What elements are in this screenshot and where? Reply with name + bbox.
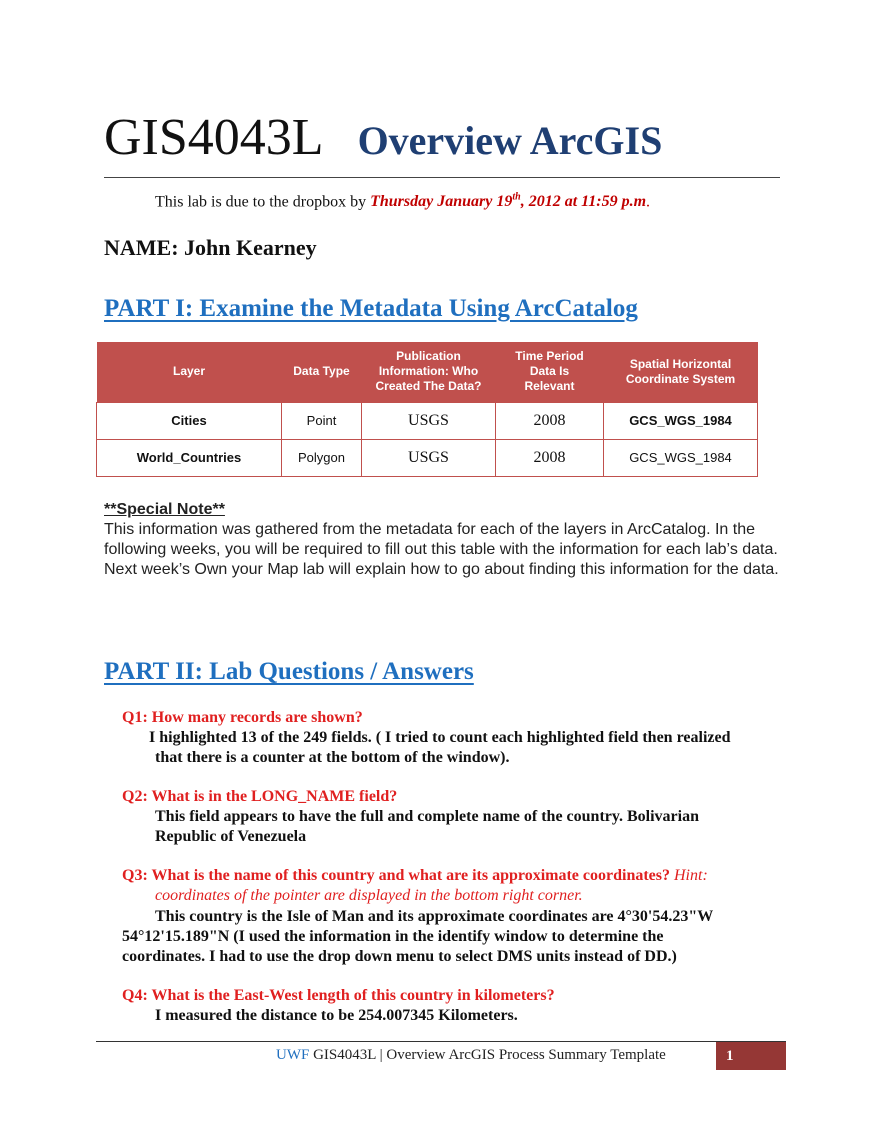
footer	[276, 1047, 666, 1064]
due-date	[370, 193, 646, 210]
table-cell-coordinate-system: GCS_WGS_1984	[604, 439, 758, 476]
question-4: Q4: What is the East-West length of this country in kilometers?	[122, 987, 555, 1004]
answer-1-line-1: I highlighted 13 of the 249 fields. ( I tried to count each highlighted field then realized	[149, 729, 731, 746]
special-note-body: This information was gathered from the metadata for each of the layers in ArcCatalog. In the following weeks, you will be required to fill out this table with the information for each lab’s data. Next week’s Own your Map lab will explain how to go about finding this information for the data.	[104, 521, 779, 578]
answer-3-line-3: coordinates. I had to use the drop down menu to select DMS units instead of DD.)	[122, 948, 677, 965]
table-cell-time-period: 2008	[496, 439, 604, 476]
due-prefix: This lab is due to the dropbox by	[155, 193, 367, 211]
table-cell-data-type: Point	[282, 402, 362, 439]
table-cell-coordinate-system: GCS_WGS_1984	[604, 402, 758, 439]
due-date-main: Thursday January 19	[370, 193, 513, 211]
table-cell-layer: World_Countries	[97, 439, 282, 476]
table-cell-time-period: 2008	[496, 402, 604, 439]
table-cell-layer: Cities	[97, 402, 282, 439]
part2-heading: PART II: Lab Questions / Answers	[104, 658, 474, 685]
answer-4-line-1: I measured the distance to be 254.007345 Kilometers.	[155, 1007, 518, 1024]
header-data-type: Data Type	[282, 342, 362, 402]
answer-3-line-2: 54°12'15.189"N (I used the information in the identify window to determine the	[122, 928, 664, 945]
part1-heading: PART I: Examine the Metadata Using ArcCatalog	[104, 295, 638, 322]
table-cell-publication: USGS	[362, 402, 496, 439]
due-date-rest: , 2012 at 11:59 p.m	[520, 193, 647, 211]
course-code: GIS4043L	[104, 109, 324, 166]
table-row	[97, 439, 758, 476]
table-cell-publication: USGS	[362, 439, 496, 476]
question-3-hint-label: Hint:	[674, 867, 708, 884]
document-title: Overview ArcGIS	[357, 118, 663, 163]
footer-title: GIS4043L | Overview ArcGIS Process Summary Template	[313, 1047, 666, 1063]
title-divider	[104, 177, 780, 178]
table-header-row	[97, 342, 758, 402]
due-period: .	[646, 193, 651, 211]
question-3: Q3: What is the name of this country and what are its approximate coordinates?	[122, 867, 670, 884]
answer-2-line-1: This field appears to have the full and complete name of the country. Bolivarian	[155, 808, 699, 825]
special-note-title: **Special Note**	[104, 501, 225, 518]
question-2: Q2: What is in the LONG_NAME field?	[122, 788, 398, 805]
header-publication: Publication Information: Who Created The Data?	[362, 342, 496, 402]
question-3-hint: coordinates of the pointer are displayed in the bottom right corner.	[155, 887, 583, 904]
due-date-sup: th	[512, 192, 521, 203]
footer-divider	[96, 1041, 786, 1042]
table-cell-data-type: Polygon	[282, 439, 362, 476]
header-coordinate-system: Spatial Horizontal Coordinate System	[604, 342, 758, 402]
answer-2-line-2: Republic of Venezuela	[155, 828, 307, 845]
question-1: Q1: How many records are shown?	[122, 709, 363, 726]
answer-3-line-1: This country is the Isle of Man and its approximate coordinates are 4°30'54.23"W	[155, 908, 714, 925]
header-layer: Layer	[97, 342, 282, 402]
table-row	[97, 402, 758, 439]
student-name: NAME: John Kearney	[104, 235, 317, 260]
page-number: 1	[716, 1042, 786, 1070]
answer-1-line-2: that there is a counter at the bottom of the window).	[155, 749, 510, 766]
title-row	[104, 108, 794, 172]
special-note	[104, 500, 784, 580]
due-date-line	[155, 192, 650, 211]
footer-org: UWF	[276, 1047, 310, 1063]
question-3-line-1	[122, 866, 708, 886]
metadata-table	[96, 342, 758, 477]
header-time-period: Time Period Data Is Relevant	[496, 342, 604, 402]
